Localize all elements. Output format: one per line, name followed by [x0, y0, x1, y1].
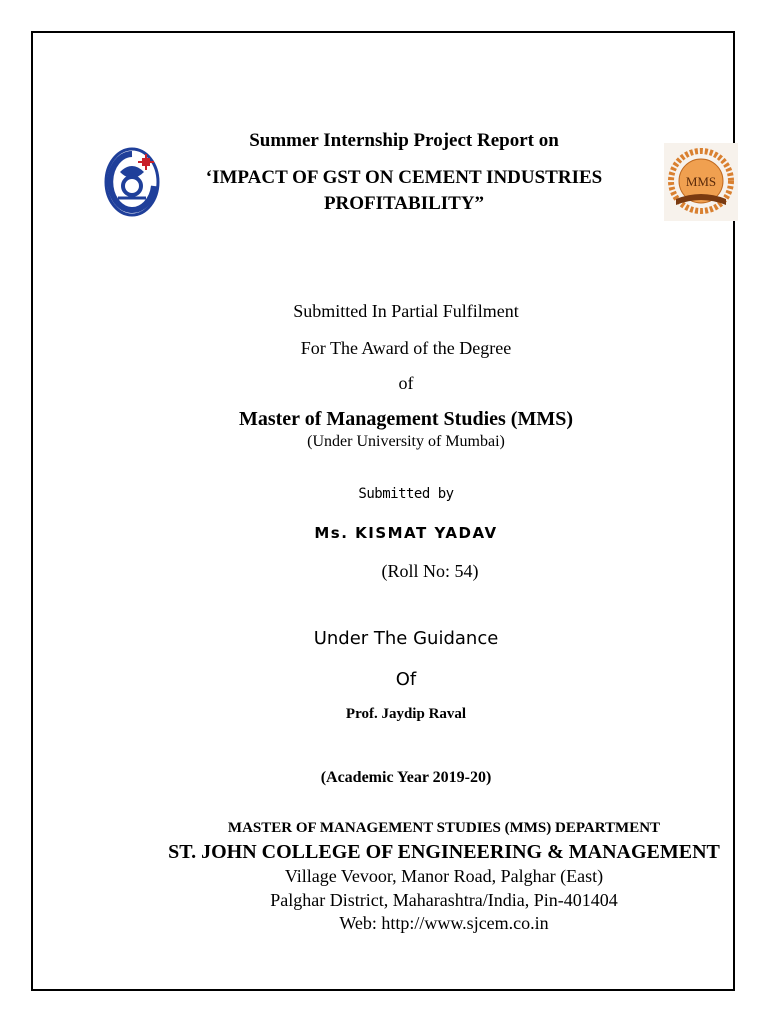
report-title-line2: PROFITABILITY” — [323, 193, 485, 214]
submission-line1: Submitted In Partial Fulfilment — [293, 301, 519, 321]
guide-name: Prof. Jaydip Raval — [345, 706, 467, 722]
report-heading: Summer Internship Project Report on — [249, 130, 559, 151]
address-line1: Village Vevoor, Manor Road, Palghar (East) — [284, 866, 604, 886]
guidance-of: Of — [395, 669, 417, 690]
mms-badge-text: MMS — [685, 174, 717, 189]
academic-year: (Academic Year 2019-20) — [320, 769, 492, 786]
submission-line2: For The Award of the Degree — [300, 338, 512, 358]
university-name: (Under University of Mumbai) — [307, 433, 505, 450]
guidance-label: Under The Guidance — [313, 628, 499, 649]
degree-name: Master of Management Studies (MMS) — [238, 408, 573, 430]
submission-line3: of — [398, 373, 414, 393]
student-name: Ms. KISMAT YADAV — [314, 524, 498, 542]
roll-number: (Roll No: 54) — [381, 561, 479, 581]
college-website: Web: http://www.sjcem.co.in — [339, 913, 549, 933]
college-name: ST. JOHN COLLEGE OF ENGINEERING & MANAGEMENT — [168, 841, 720, 863]
submitted-by-label: Submitted by — [358, 486, 454, 502]
department-name: MASTER OF MANAGEMENT STUDIES (MMS) DEPARTMENT — [227, 820, 661, 836]
report-title-line1: ‘IMPACT OF GST ON CEMENT INDUSTRIES — [205, 167, 603, 188]
address-line2: Palghar District, Maharashtra/India, Pin-401404 — [270, 890, 618, 910]
